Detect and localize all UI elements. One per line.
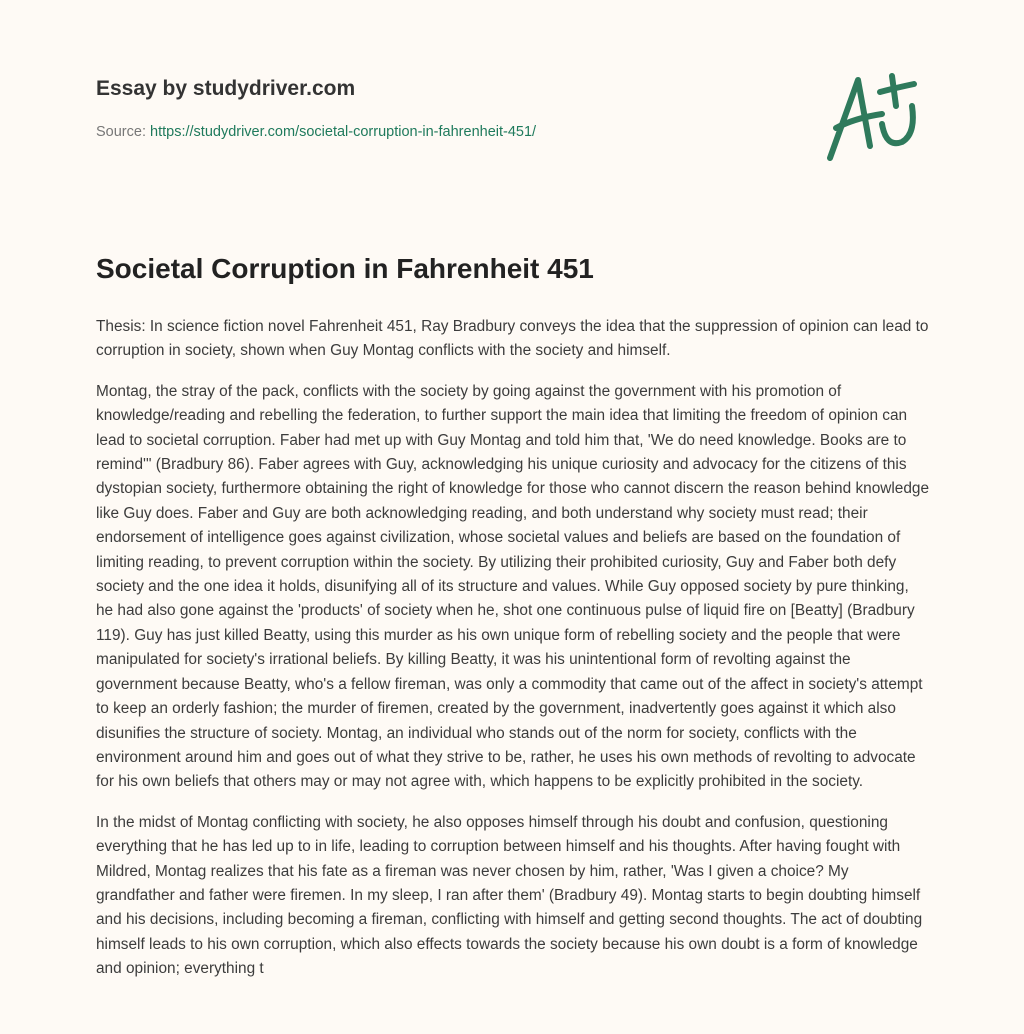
essay-body xyxy=(96,315,930,998)
source-line xyxy=(96,124,536,140)
source-link[interactable]: https://studydriver.com/societal-corruption-in-fahrenheit-451/ xyxy=(150,124,537,140)
essay-title: Societal Corruption in Fahrenheit 451 xyxy=(96,253,594,284)
paragraph: Montag, the stray of the pack, conflicts with the society by going against the government with his promotion of knowledge/reading and rebelling the federation, to further support the main idea that limiting the freedom of opinion can lead to societal corruption. Faber had met up with Guy Montag and told him that, 'We do need knowledge. Books are to remind'" (Bradbury 86). Faber agrees with Guy, acknowledging his unique curiosity and advocacy for the citizens of this dystopian society, furthermore obtaining the right of knowledge for those who cannot discern the reason behind knowledge like Guy does. Faber and Guy are both acknowledging reading, and both understand why society must read; their endorsement of intelligence goes against civilization, whose societal values and beliefs are based on the foundation of limiting reading, to prevent corruption within the society. By utilizing their prohibited curiosity, Guy and Faber both defy society and the one idea it holds, disunifying all of its structure and values. While Guy opposed society by pure thinking, he had also gone against the 'products' of society when he, shot one continuous pulse of liquid fire on [Beatty] (Bradbury 119). Guy has just killed Beatty, using this murder as his own unique form of rebelling society and the people that were manipulated for society's irrational beliefs. By killing Beatty, it was his unintentional form of revolting against the government because Beatty, who's a fellow fireman, was only a commodity that came out of the affect in society's attempt to keep an orderly fashion; the murder of firemen, created by the government, inadvertently goes against it which also disunifies the structure of society. Montag, an individual who stands out of the norm for society, conflicts with the environment around him and goes out of what they strive to be, rather, he uses his own methods of revolting to advocate for his own beliefs that others may or may not agree with, which happens to be explicitly prohibited in the society. xyxy=(96,382,930,791)
paragraph: In the midst of Montag conflicting with society, he also opposes himself through his doubt and confusion, questioning everything that he has led up to in life, leading to corruption between himself and his thoughts. After having fought with Mildred, Montag realizes that his fate as a fireman was never chosen by him, rather, 'Was I given a choice? My grandfather and father were firemen. In my sleep, I ran after them' (Bradbury 49). Montag starts to begin doubting himself and his decisions, including becoming a fireman, conflicting with himself and getting second thoughts. The act of doubting himself leads to his own corruption, which also effects towards the society because his own doubt is a form of knowledge and opinion; everything t xyxy=(96,813,923,978)
source-label: Source: xyxy=(96,124,146,140)
a-plus-logo-icon xyxy=(820,66,930,166)
site-title: Essay by studydriver.com xyxy=(96,77,356,100)
paragraph-thesis: Thesis: In science fiction novel Fahrenheit 451, Ray Bradbury conveys the idea that the suppression of opinion can lead to corruption in society, shown when Guy Montag conflicts with the society and himself. xyxy=(96,318,929,360)
